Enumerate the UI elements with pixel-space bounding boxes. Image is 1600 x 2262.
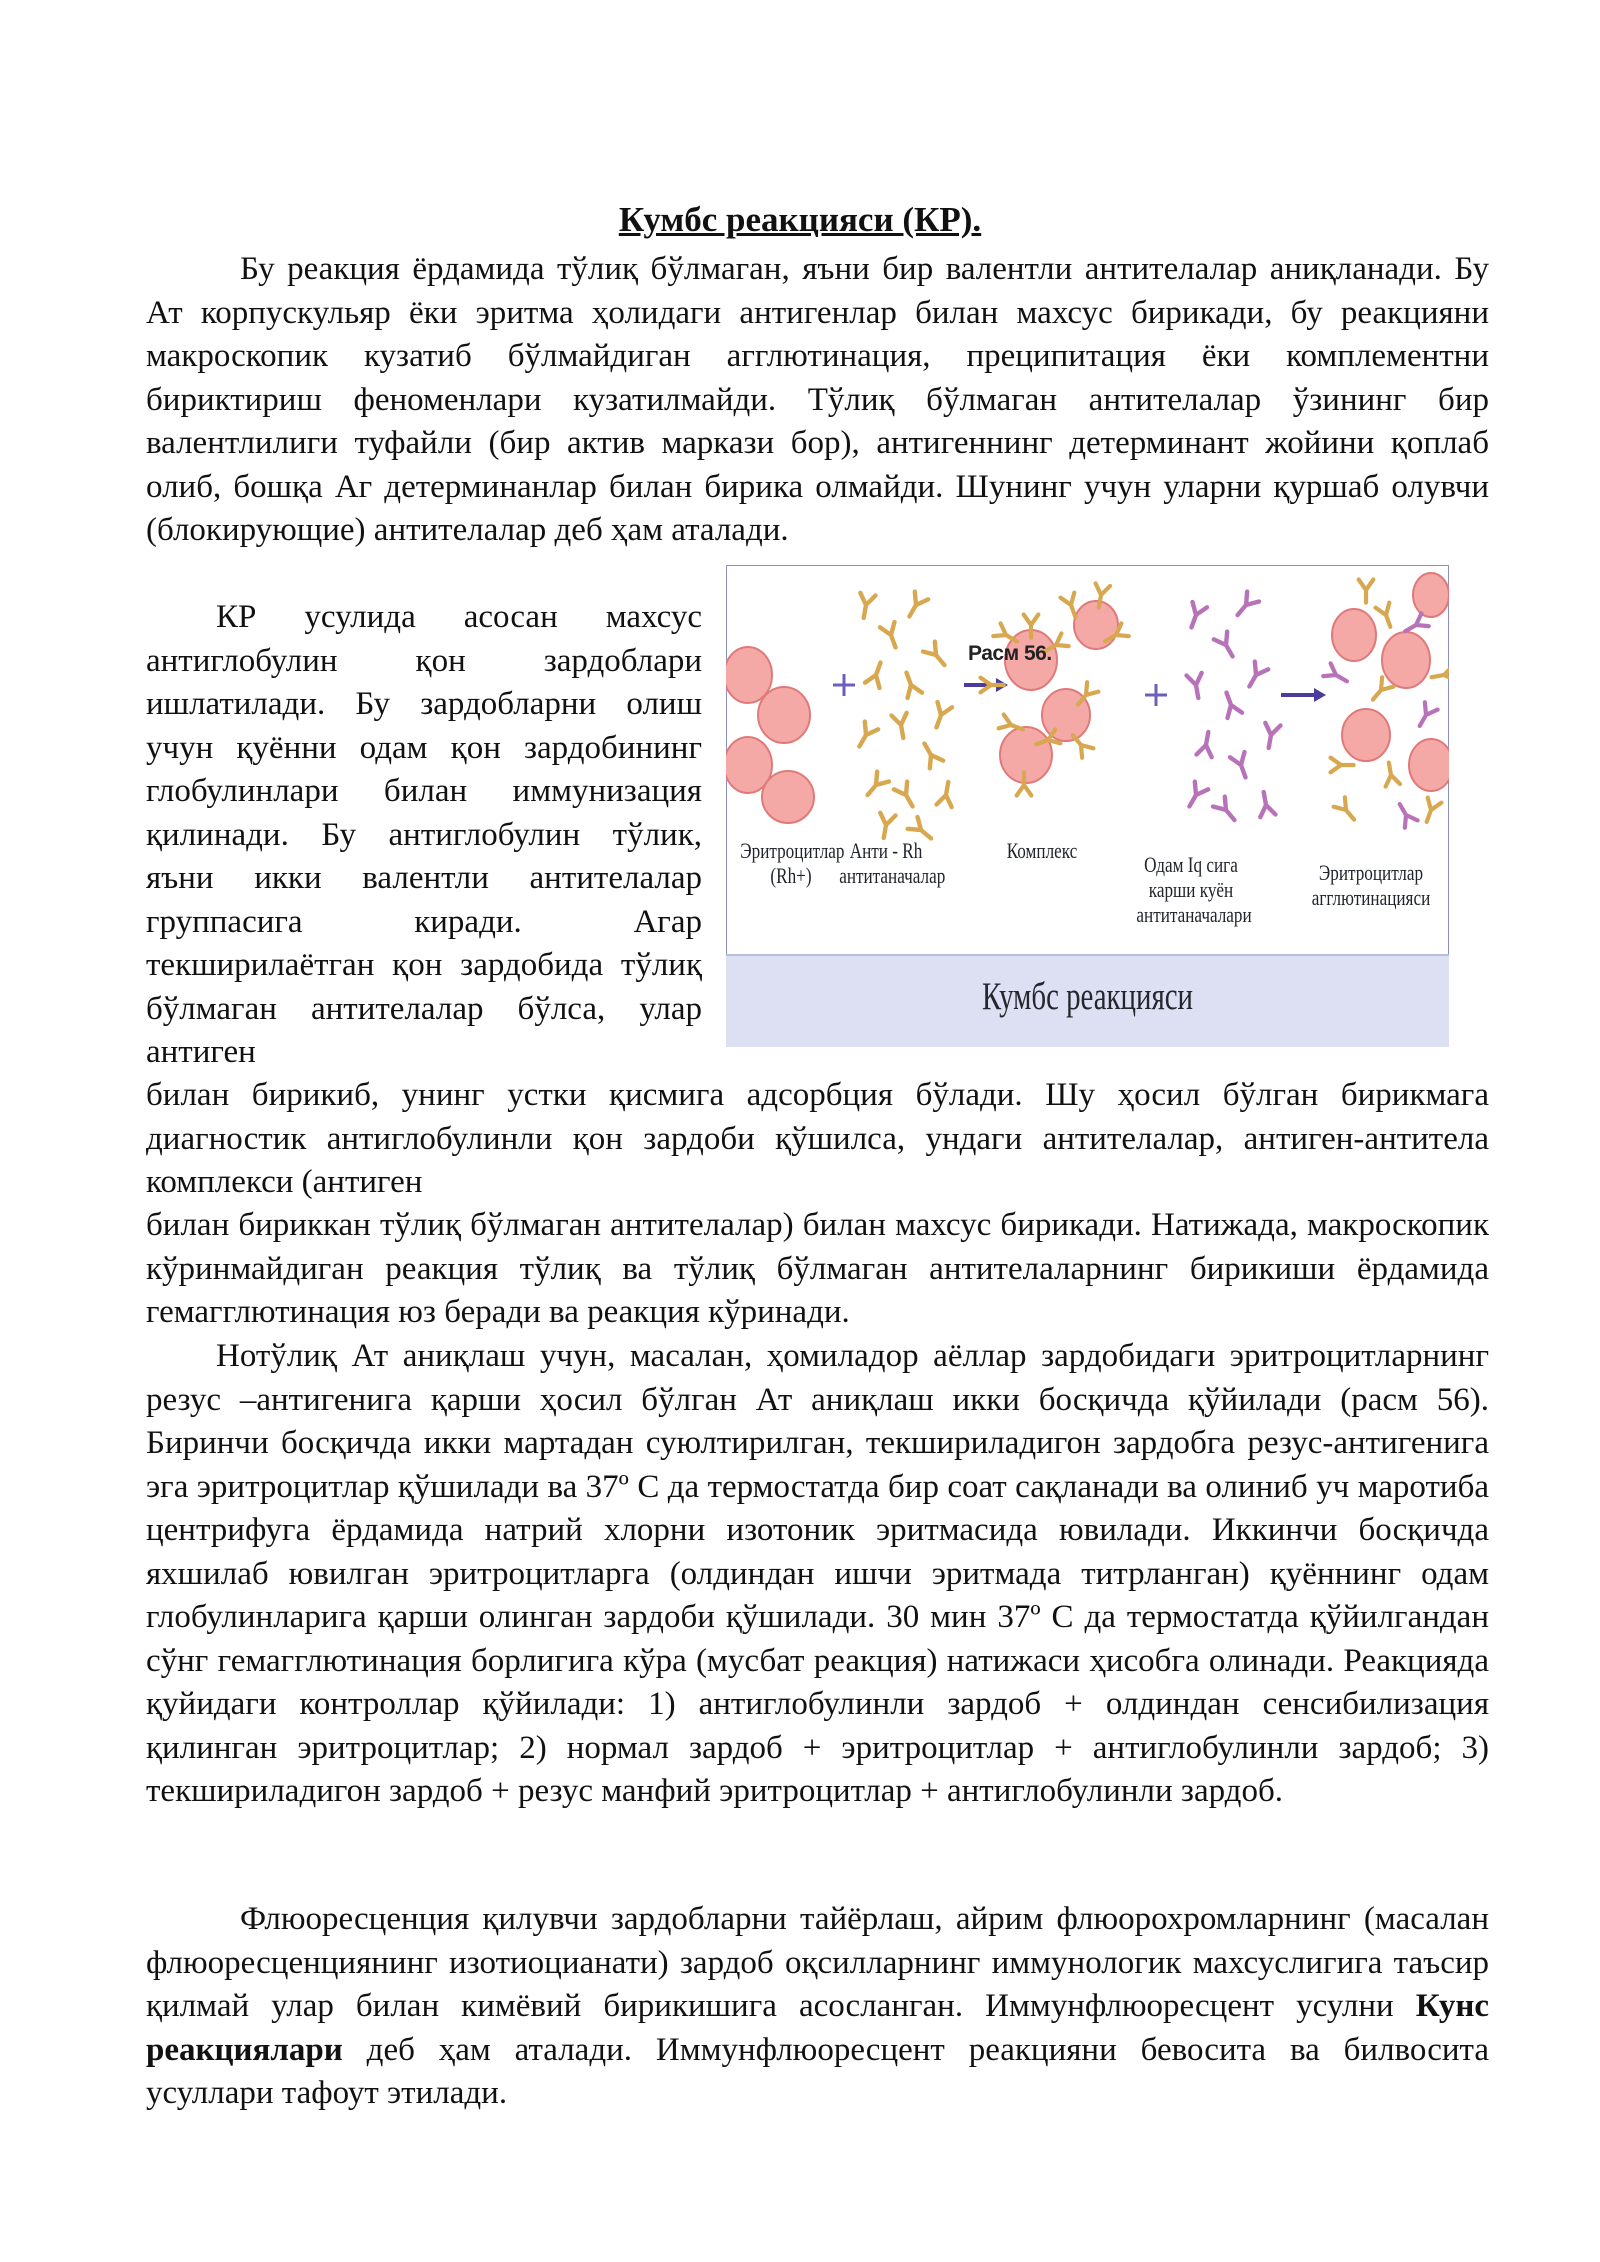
label-complex	[995, 838, 1089, 863]
label-line: Эритроцитлар	[1318, 860, 1424, 885]
label-line: агглютинацияси	[1311, 885, 1431, 910]
erythrocyte-cell	[1409, 739, 1449, 791]
paragraph-kr-result: билан бириккан тўлиқ бўлмаган антителалар) билан махсус бирикади. Натижада, макроскопик кўринмайдиган реакция тўлиқ ва тўлиқ бўлмаган антителаларнинг бирикиши ёрдамида гемагглютинация юз беради ва реакция кўринади.	[146, 1207, 1489, 1330]
erythrocyte-cell	[1332, 609, 1376, 661]
erythrocyte-cell	[1074, 601, 1118, 649]
erythrocyte-cell	[762, 771, 814, 823]
label-line: Эритроцитлар	[740, 838, 845, 863]
fluorescence-text-start: Флюоресценция қилувчи зардобларни тайёрлаш, айрим флюорохромларнинг (масалан флюоресценциянинг изотиоцианати) зардоб оқсилларнинг иммунологик махсуслигига таъсир қилмай улар билан кимёвий бирикишига асосланган. Иммунфлюоресцент усулни	[146, 1901, 1489, 2024]
label-line: Одам Iq сига	[1144, 852, 1238, 877]
figure-caption: Кумбс реакцияси	[982, 975, 1193, 1018]
figure-number: Расм 56.	[968, 642, 1052, 665]
label-line: Комплекс	[1006, 838, 1078, 863]
fluorescence-text-end: деб ҳам аталади. Иммунфлюоресцент реакцияни бевосита ва билвосита усуллари тафоут этилади.	[146, 2031, 1489, 2111]
paragraph-incomplete-at: Нотўлиқ Ат аниқлаш учун, масалан, ҳомиладор аёллар зардобидаги эритроцитларнинг резус –антигенига қарши ҳосил бўлган Ат аниқлаш икки босқичда қўйилади (расм 56). Биринчи босқичда икки мартадан суюлтирилган, текшириладигон зардобга резус-антигенига эга эритроцитлар қўшилади ва 37º С да термостатда бир соат сақланади ва олиниб уч маротиба центрифуга ёрдамида натрий хлорни изотоник эритмасида ювилади. Иккинчи босқичда яхшилаб ювилган эритроцитларга (олдиндан ишчи эритмада титрланган) қуённинг одам глобулинларига қарши олинган зардоби қўшилади. 30 мин 37º С да термостатда қўйилгандан сўнг гемагглютинация борлигига кўра (мусбат реакция) натижаси ҳисобга олинади. Реакцияда қуйидаги контроллар қўйилади: 1) антиглобулинли зардоб + олдиндан сенсибилизация қилинган эритроцитлар; 2) нормал зардоб + эритроцитлар + антиглобулинли зардоб; 3) текшириладигон зардоб + резус манфий эритроцитлар + антиглобулинли зардоб.	[146, 1338, 1489, 1809]
page-title: Кумбс реакцияси (КР).	[618, 200, 982, 239]
label-line: карши куён	[1148, 877, 1234, 902]
label-line: антитаначалар	[839, 863, 946, 888]
label-anti-rh	[839, 838, 946, 888]
erythrocyte-cell	[1382, 632, 1430, 688]
label-line: Анти - Rh	[849, 838, 923, 863]
figure-coombs-reaction	[726, 565, 1449, 1047]
label-agglutination	[1305, 860, 1438, 910]
label-anti-human-iq	[1136, 852, 1252, 927]
paragraph-intro: Бу реакция ёрдамида тўлиқ бўлмаган, яъни бир валентли антителалар аниқланади. Бу Ат корпускульяр ёки эритма ҳолидаги антигенлар билан махсус бирикади, бу реакцияни макроскопик кузатиб бўлмайдиган агглютинация, преципитация ёки комплементни бириктириш феноменлари кузатилмайди. Тўлиқ бўлмаган антителалар ўзининг бир валентлилиги туфайли (бир актив маркази бор), антигеннинг детерминант жойини қоплаб олиб, бошқа Аг детерминанлар билан бирика олмайди. Шунинг учун уларни қуршаб олувчи (блокирующие) антителалар деб ҳам аталади.	[146, 251, 1489, 548]
erythrocyte-cell	[758, 687, 810, 743]
paragraph-kr-continued: билан бирикиб, унинг устки қисмига адсорбция бўлади. Шу ҳосил бўлган бирикмага диагностик антиглобулинли қон зардоби қўшилса, ундаги антителалар, антиген-антитела комплекси (антиген	[146, 1077, 1489, 1200]
label-erythrocytes-rh	[740, 838, 845, 888]
label-line: (Rh+)	[770, 863, 812, 888]
coons-reaction-term: Кунс реакциялари	[146, 1988, 1489, 2068]
paragraph-fluorescence	[146, 1898, 1489, 2116]
paragraph-kr-method: КР усулида асосан махсус антиглобулин қон зардоблари ишлатилади. Бу зардобларни олиш учун қуённи одам қон зардобининг глобулинлари билан иммунизация қилинади. Бу антиглобулин тўлик, яъни икки валентли антителалар группасига киради. Агар текширилаётган қон зардобида тўлиқ бўлмаган антителалар бўлса, улар антиген	[146, 599, 702, 1070]
erythrocyte-cell	[1413, 573, 1449, 617]
erythrocyte-cell	[1342, 709, 1390, 761]
label-line: антитаначалари	[1136, 902, 1252, 927]
